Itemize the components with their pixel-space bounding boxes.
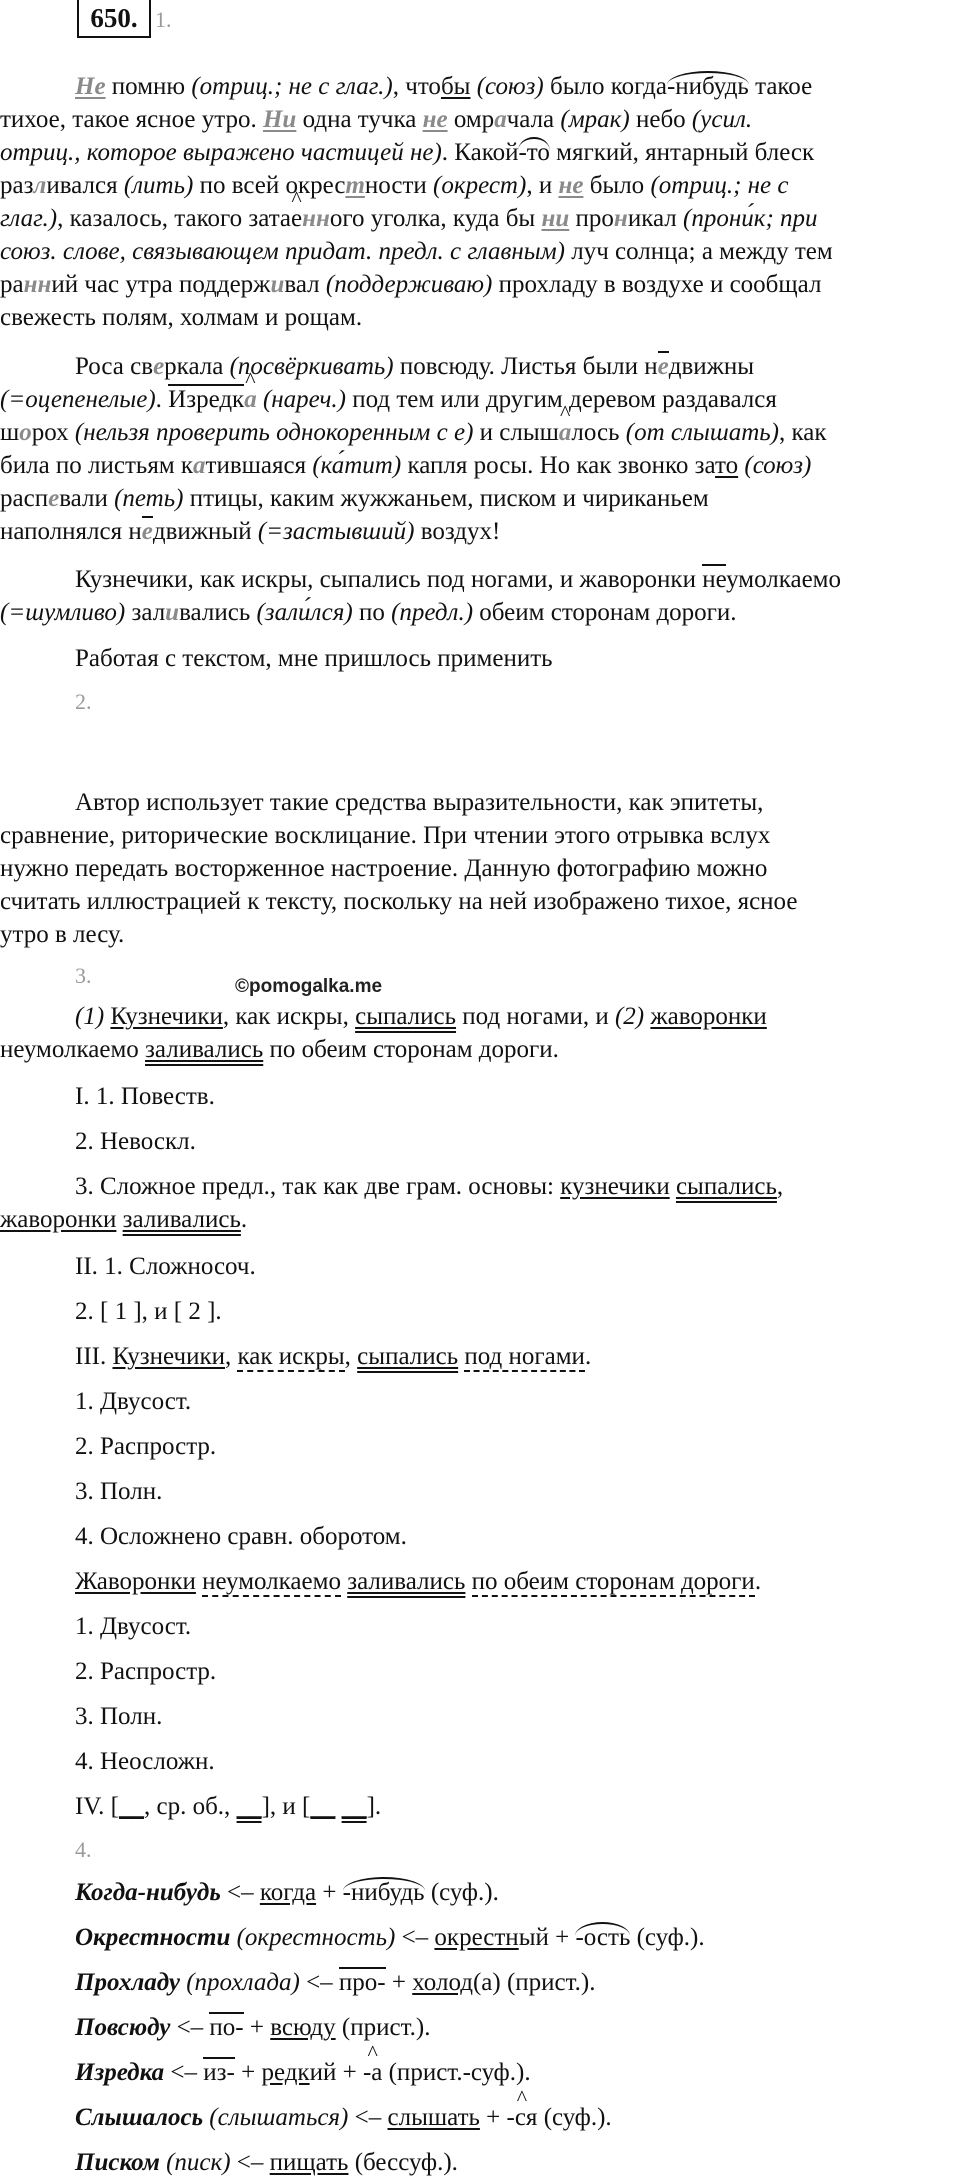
part2-line-2: сравнение, риторические восклицание. При чтении этого отрывка вслух xyxy=(0,822,771,849)
analysis-i3-line-1: 3. Сложное предл., так как две грам. основы: кузнечики сыпались, xyxy=(75,1173,784,1200)
p1-line-6: союз. слове, связывающем придат. предл. с главным) луч солнца; а между тем xyxy=(0,238,833,265)
p2-line-3: шорох (нельзя проверить однокоренным с е) и слыш^ алось (от слышать), как xyxy=(0,416,826,450)
part3-sentence-line-2: неумолкаемо заливались по обеим сторонам дороги. xyxy=(0,1036,559,1063)
part2-line-5: утро в лесу. xyxy=(0,921,125,948)
word-analysis-7: Писком (писк) <– пищать (бессуф.). xyxy=(75,2149,458,2176)
part2-line-1: Автор использует такие средства выразительности, как эпитеты, xyxy=(75,789,764,816)
word-analysis-2: Окрестности (окрестность) <– окрестный + -ость (суф.). xyxy=(75,1924,705,1951)
p3-line-1: Кузнечики, как искры, сыпались под ногами, и жаворонки неумолкаемо xyxy=(75,566,841,593)
word-analysis-1: Когда-нибудь <– когда + -нибудь (суф.). xyxy=(75,1879,499,1906)
p1-line-4: разливался (лить) по всей окрестности (окрест), и не было (отриц.; не с xyxy=(0,172,789,199)
p2-line-5: распевали (петь) птицы, каким жужжаньем, писком и чириканьем xyxy=(0,485,709,512)
section-number-2: 2. xyxy=(75,689,92,714)
p1-line-1: Не помню (отриц.; не с глаг.), чтобы (союз) было когда-нибудь такое xyxy=(75,73,813,100)
word-analysis-6: Слышалось (слышаться) <– слышать + ^ -ся (суф.). xyxy=(75,2101,612,2135)
p1-line-3: отриц., которое выражено частицей не). Какой-то мягкий, янтарный блеск xyxy=(0,139,815,166)
word-analysis-4: Повсюду <– по- + всюду (прист.). xyxy=(75,2014,431,2041)
part2-line-4: считать иллюстрацией к тексту, поскольку на ней изображено тихое, ясное xyxy=(0,888,798,915)
word-analysis-3: Прохладу (прохлада) <– про- + холод(а) (прист.). xyxy=(75,1969,596,1996)
word-analysis-5: Изредка <– из- + редкий + ^ -а (прист.-суф.). xyxy=(75,2056,531,2090)
analysis-second-clause: Жаворонки неумолкаемо заливались по обеим сторонам дороги. xyxy=(75,1568,762,1595)
analysis-i3-line-2: жаворонки заливались. xyxy=(0,1206,248,1233)
analysis-b2: 2. Распростр. xyxy=(75,1658,217,1685)
analysis-a1: 1. Двусост. xyxy=(75,1388,192,1415)
analysis-iii: III. Кузнечики, как искры, сыпались под ногами. xyxy=(75,1343,592,1370)
p1-line-2: тихое, такое ясное утро. Ни одна тучка не омрачала (мрак) небо (усил. xyxy=(0,106,753,133)
analysis-ii2: 2. [ 1 ], и [ 2 ]. xyxy=(75,1298,222,1325)
watermark-text: ©pomogalka.me xyxy=(235,976,383,997)
p2-line-4: била по листьям катившаяся (ка́тит) капля росы. Но как звонко зато (союз) xyxy=(0,452,812,479)
part3-sentence-line-1: (1) Кузнечики, как искры, сыпались под ногами, и (2) жаворонки xyxy=(75,1003,767,1030)
section-number-1: 1. xyxy=(155,7,172,32)
p1-line-7: ранний час утра поддерживал (поддерживаю) прохладу в воздухе и сообщал xyxy=(0,271,822,298)
section-number-3: 3. xyxy=(75,963,92,988)
section-number-4: 4. xyxy=(75,1837,92,1862)
analysis-b4: 4. Неосложн. xyxy=(75,1748,215,1775)
p1-line-5: глаг.), казалось, такого зата^ енного уголка, куда бы ни проникал (прони́к; при xyxy=(0,202,818,236)
p2-line-6: наполнялся недвижный (=застывший) воздух! xyxy=(0,518,501,545)
task-number: 650. xyxy=(77,0,151,38)
analysis-b3: 3. Полн. xyxy=(75,1703,163,1730)
analysis-a4: 4. Осложнено сравн. оборотом. xyxy=(75,1523,407,1550)
p2-line-1: Роса сверкала (посвёркивать) повсюду. Листья были недвижны xyxy=(75,353,755,380)
analysis-a2: 2. Распростр. xyxy=(75,1433,217,1460)
p4-line-1: Работая с текстом, мне пришлось применить xyxy=(75,645,553,672)
analysis-i1: I. 1. Повеств. xyxy=(75,1083,215,1110)
analysis-iv-scheme: IV. [__, ср. об., __], и [__ __]. xyxy=(75,1793,382,1820)
analysis-b1: 1. Двусост. xyxy=(75,1613,192,1640)
p1-line-8: свежесть полям, холмам и рощам. xyxy=(0,304,363,331)
analysis-ii1: II. 1. Сложносоч. xyxy=(75,1253,256,1280)
analysis-a3: 3. Полн. xyxy=(75,1478,163,1505)
analysis-i2: 2. Невоскл. xyxy=(75,1128,196,1155)
p3-line-2: (=шумливо) заливались (зали́лся) по (предл.) обеим сторонам дороги. xyxy=(0,599,737,626)
p2-line-2: (=оцепенелые). Изредк^ а (нареч.) под тем или другим деревом раздавался xyxy=(0,383,777,417)
part2-line-3: нужно передать восторженное настроение. Данную фотографию можно xyxy=(0,855,768,882)
